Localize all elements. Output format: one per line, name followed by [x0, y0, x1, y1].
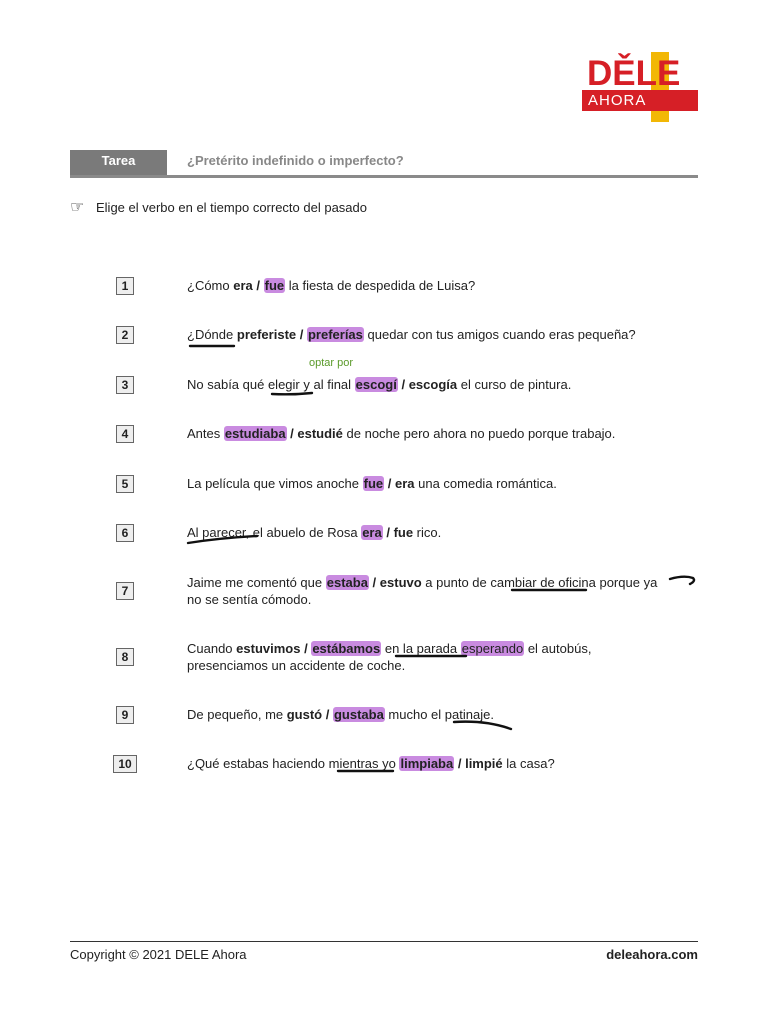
dele-ahora-logo [582, 52, 700, 122]
footer-rule [70, 941, 698, 942]
item-number: 9 [116, 706, 134, 724]
option-b[interactable]: estudié [297, 426, 343, 441]
option-b-highlighted[interactable]: fue [264, 278, 285, 293]
footer-site: deleahora.com [606, 947, 698, 962]
option-a[interactable]: gustó [286, 707, 323, 722]
handwritten-note: optar por [309, 357, 354, 369]
item-number: 6 [116, 524, 134, 542]
logo-ahora-text: AHORA [588, 92, 647, 109]
item-sentence: Cuando estuvimos / estábamos en la parada esperando el autobús, presenciamos un accidente de coche. [187, 641, 592, 673]
option-b-highlighted[interactable]: preferías [307, 327, 363, 342]
instruction-text: Elige el verbo en el tiempo correcto del pasado [96, 200, 367, 215]
underline-elegir [272, 393, 312, 394]
option-b-highlighted[interactable]: estábamos [312, 641, 381, 656]
option-b[interactable]: escogía [408, 377, 458, 392]
option-b[interactable]: estuvo [379, 575, 422, 590]
option-b[interactable]: fue [393, 525, 414, 540]
item-sentence: No sabía qué elegir y al final escogí / escogía el curso de pintura. [187, 377, 572, 392]
option-b[interactable]: limpié [465, 756, 503, 771]
logo-dele-text: DĚLE [587, 54, 681, 93]
option-a-highlighted[interactable]: escogí [355, 377, 397, 392]
item-sentence: Jaime me comentó que estaba / estuvo a punto de cambiar de oficina porque ya no se sentía cómodo. [187, 575, 658, 607]
instruction [70, 197, 367, 217]
item-sentence: La película que vimos anoche fue / era una comedia romántica. [187, 476, 557, 491]
task-header [70, 150, 698, 178]
item-number: 7 [116, 582, 134, 600]
item-sentence: ¿Cómo era / fue la fiesta de despedida de Luisa? [187, 278, 476, 293]
option-a-highlighted[interactable]: limpiaba [400, 756, 454, 771]
highlighted-word: esperando [461, 641, 524, 656]
item-number: 4 [116, 425, 134, 443]
item-number: 1 [116, 277, 134, 295]
item-sentence: ¿Dónde preferiste / preferías quedar con tus amigos cuando eras pequeña? [187, 327, 636, 342]
option-a-highlighted[interactable]: estaba [326, 575, 368, 590]
task-title: ¿Pretérito indefinido o imperfecto? [187, 153, 404, 168]
item-number: 5 [116, 475, 134, 493]
item-number: 10 [113, 755, 137, 773]
task-tab-label: Tarea [70, 150, 167, 176]
header-rule [70, 175, 698, 178]
item-sentence: De pequeño, me gustó / gustaba mucho el patinaje. [187, 707, 494, 722]
option-a[interactable]: estuvimos [236, 641, 301, 656]
option-a-highlighted[interactable]: estudiaba [224, 426, 286, 441]
item-number: 2 [116, 326, 134, 344]
item-number: 8 [116, 648, 134, 666]
option-a-highlighted[interactable]: era [362, 525, 382, 540]
pointing-hand-icon: ☞ [70, 199, 85, 216]
option-a[interactable]: preferiste [236, 327, 297, 342]
option-b-highlighted[interactable]: gustaba [333, 707, 384, 722]
item-sentence: Antes estudiaba / estudié de noche pero ahora no puedo porque trabajo. [187, 426, 616, 441]
item-sentence: ¿Qué estabas haciendo mientras yo limpiaba / limpié la casa? [187, 756, 555, 771]
item-sentence: Al parecer, el abuelo de Rosa era / fue rico. [187, 525, 442, 540]
option-a[interactable]: era [233, 278, 253, 293]
footer-copyright: Copyright © 2021 DELE Ahora [70, 947, 247, 962]
item-number: 3 [116, 376, 134, 394]
option-a-highlighted[interactable]: fue [363, 476, 384, 491]
option-b[interactable]: era [394, 476, 415, 491]
